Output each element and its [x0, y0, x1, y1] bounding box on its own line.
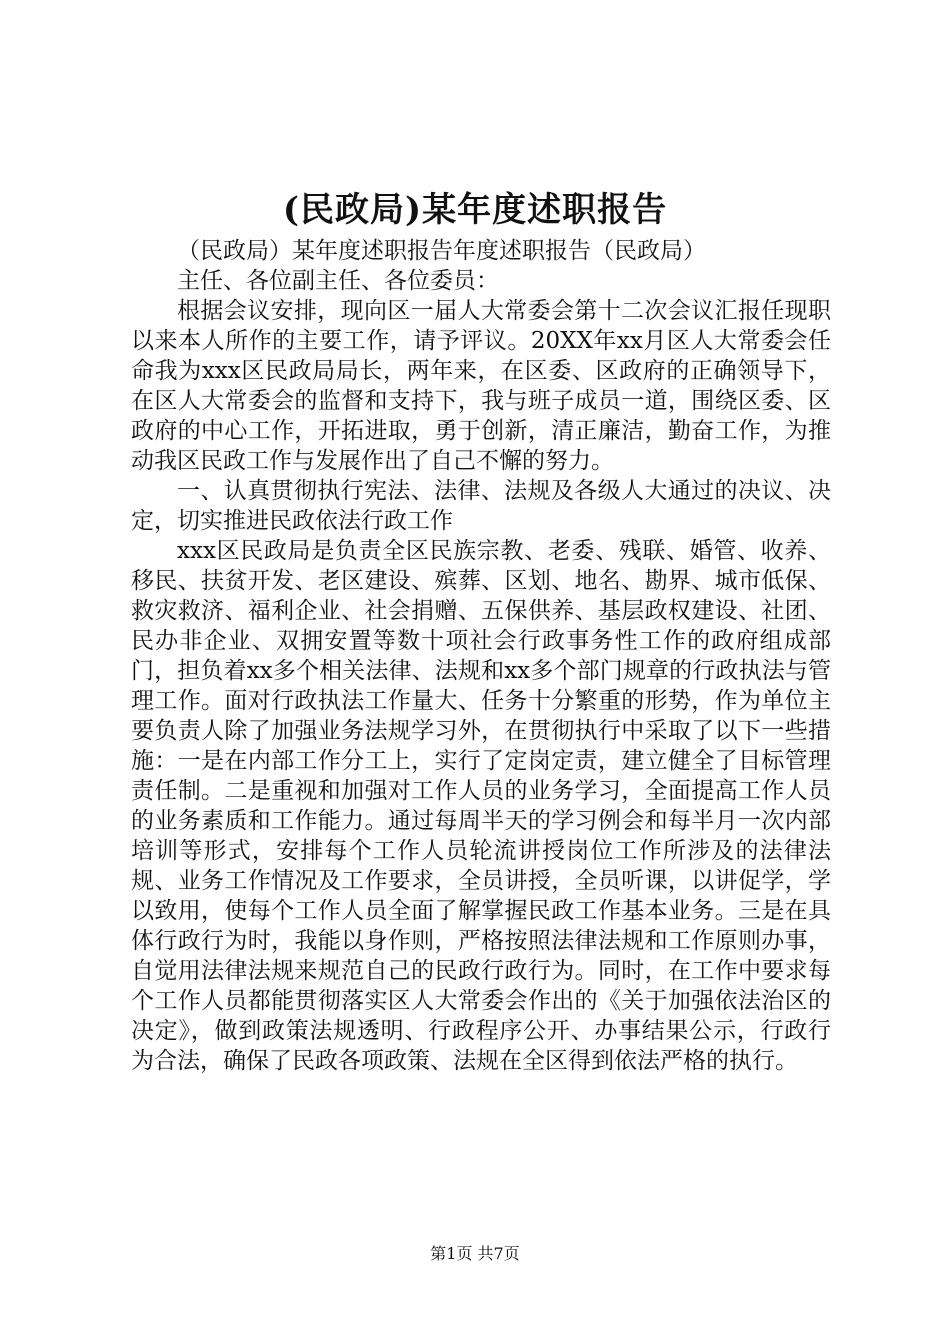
salutation-paragraph: 主任、各位副主任、各位委员：	[177, 268, 499, 294]
document-body	[131, 236, 831, 1076]
body-paragraph: 根据会议安排，现向区一届人大常委会第十二次会议汇报任现职以来本人所作的主要工作，请予评议。20XX年xx月区人大常委会任命我为xxx区民政局局长，两年来，在区委、区政府的正确领导下，在区人大常委会的监督和支持下，我与班子成员一道，围绕区委、区政府的中心工作，开拓进取，勇于创新，清正廉洁，勤奋工作，为推动我区民政工作与发展作出了自己不懈的努力。	[131, 298, 831, 474]
section-heading: 一、认真贯彻执行宪法、法律、法规及各级人大通过的决议、决定，切实推进民政依法行政工作	[131, 478, 831, 534]
document-title: (民政局)某年度述职报告	[282, 190, 668, 230]
body-paragraph: xxx区民政局是负责全区民族宗教、老委、残联、婚管、收养、移民、扶贫开发、老区建设、殡葬、区划、地名、勘界、城市低保、救灾救济、福利企业、社会捐赠、五保供养、基层政权建设、社团、民办非企业、双拥安置等数十项社会行政事务性工作的政府组成部门，担负着xx多个相关法律、法规和xx多个部门规章的行政执法与管理工作。面对行政执法工作量大、任务十分繁重的形势，作为单位主要负责人除了加强业务法规学习外，在贯彻执行中采取了以下一些措施：一是在内部工作分工上，实行了定岗定责，建立健全了目标管理责任制。二是重视和加强对工作人员的业务学习，全面提高工作人员的业务素质和工作能力。通过每周半天的学习例会和每半月一次内部培训等形式，安排每个工作人员轮流讲授岗位工作所涉及的法律法规、业务工作情况及工作要求，全员讲授，全员听课，以讲促学，学以致用，使每个工作人员全面了解掌握民政工作基本业务。三是在具体行政行为时，我能以身作则，严格按照法律法规和工作原则办事，自觉用法律法规来规范自己的民政行政行为。同时，在工作中要求每个工作人员都能贯彻落实区人大常委会作出的《关于加强依法治区的决定》，做到政策法规透明、行政程序公开、办事结果公示，行政行为合法，确保了民政各项政策、法规在全区得到依法严格的执行。	[131, 538, 831, 1074]
subtitle-paragraph: （民政局）某年度述职报告年度述职报告（民政局）	[177, 238, 706, 264]
page-footer: 第1页 共7页	[430, 1244, 520, 1263]
